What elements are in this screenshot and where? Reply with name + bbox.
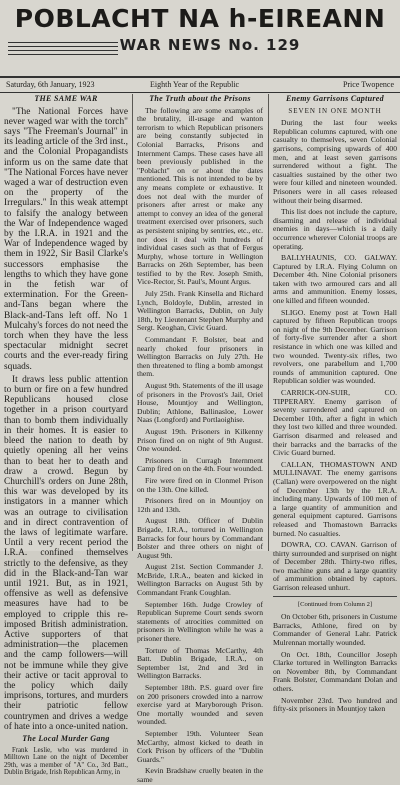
article-subheading: SEVEN IN ONE MONTH	[288, 106, 382, 115]
issue-date: Saturday, 6th January, 1923	[6, 80, 95, 89]
article-paragraph: Fire were fired on in Clonmel Prison on the 13th. One killed.	[137, 475, 263, 494]
article-paragraph: Commandant F. Bolster, beat and nearly choked four prisoners in Wellington Barracks on July 27th. He then threatened to fling a bomb amongst them.	[137, 335, 263, 379]
dateline-bar	[0, 76, 400, 93]
article-heading: The Truth about the Prisons	[149, 94, 251, 103]
article-paragraph: November 23rd. Two hundred and fifty-six prisoners in Mountjoy taken	[273, 695, 397, 714]
article-paragraph: CARRICK-ON-SUIR, CO. TIPPERARY. Enemy garrison of seventy surrendered and captured on December 10th, after a fight in which they lost two killed and three wounded. Garrison disarmed and released and their barracks and the barracks of the Civic Guard burned.	[273, 388, 397, 458]
article-paragraph: It draws less public attention to burn or fire on a few hundred Republicans housed close together in a prison courtyard than to bomb them individually in their homes. It is easier to bleed the nation to death by quietly opening all her veins than to beat her to death and draw a crowd. Begun by Churchill's orders on June 28th, this war was developed by its instigators in a manner which was an outrage to civilisation and in direct contravention of the laws of legitimate warfare. Until a very recent period the I.R.A. confined themselves strictly to the defensive, as they did in the Black-and-Tan war until 1921. But, as in 1921, offensive as well as defensive measures have had to be employed to cripple this re-imposed British administration. Active supporters of that administration—the placemen and the camp followers—will not be immune while they give their active or tacit approval to the policy which daily imprisons, tortures, and murders their patriotic fellow countrymen and drives a wedge of hate into a once-united nation.	[4, 374, 128, 732]
article-heading: Enemy Garrisons Captured	[286, 94, 384, 103]
section-divider	[273, 596, 397, 597]
article-paragraph: BALLYHAUNIS, CO. GALWAY. Captured by I.R.A. Flying Column on December 4th. Nine Colonial prisoners taken with two armoured cars and all arms and ammunition. Enemy losses, one killed and fifteen wounded.	[273, 253, 397, 306]
article-paragraph: CALLAN, THOMASTOWN AND MULLINAVAT. The enemy garrisons (Callan) were overpowered on the night of December 13th by the I.R.A. including many. Upwards of 100 men of a large quantity of ammunition and general equipment captured. Garrisons released and Thomastown Barracks burned. No casualties.	[273, 459, 397, 538]
column-1	[4, 94, 128, 777]
newspaper-title: POBLACHT NA h-EIREANN	[14, 4, 386, 33]
article-paragraph: DOWRA, CO. CAVAN. Garrison of thirty surrounded and surprised on night of December 28th. Thirty-two rifles, two machine guns and a large quantity of ammunition obtained by captors. Garrison released unhurt.	[273, 540, 397, 593]
column-3	[273, 94, 397, 714]
article-paragraph: "The National Forces have never waged war with the torch" says "The Freeman's Journal" in its leading article of the 3rd inst., and the Colonial Propagandists inform us on the same date that "The National Forces have never waged a war of destruction even on the property of the Irregulars." In this weak attempt to falsify the analogy between the War of Independence waged by the I.R.A. in 1921 and the War of Independence waged by them in 1922, Sir Basil Clarke's successors emphasise the lengths to which they have gone in the fetish war of extermination. For the Green-and-Tans began where the Black-and-Tans left off. No 1 Mulcahy's forces do not need the torch when they have the less spectacular midnight secret courts and the ever-ready firing squads.	[4, 106, 128, 372]
continued-note: [Continued from Column 2]	[297, 600, 373, 608]
issue-price: Price Twopence	[342, 80, 394, 89]
issue-number: WAR NEWS No. 129	[119, 36, 301, 54]
article-paragraph: August 9th. Statements of the ill usage of prisoners in the Provost's Jail, Oriel House, Mountjoy and Wellington, Dublin; Athlone, Ballinasloe, Lower Naas (Longford) and Portlaoighise.	[137, 381, 263, 425]
republic-year: Eighth Year of the Republic	[150, 80, 240, 89]
article-paragraph: August 19th. Prisoners in Kilkenny Prison fired on on night of 9th August. One wounded.	[137, 426, 263, 454]
article-heading: The Local Murder Gang	[22, 733, 110, 743]
column-divider	[268, 94, 269, 551]
article-paragraph: Frank Leslie, who was murdered in Milltown Lane on the night of December 29th, was a member of "A" Co., 3rd Batt., Dublin Brigade, Irish Republican Army, in	[4, 746, 128, 777]
column-2	[137, 94, 263, 784]
article-paragraph: SLIGO. Enemy post at Town Hall captured by fifteen Republican troops on night of the 9th December. Garrison of forty-five surrender after a short resistance in which one was killed and two wounded. Twenty-six rifles, two revolvers, one parabellum and 1,700 rounds of ammunition captured. One Republican soldier was wounded.	[273, 307, 397, 386]
article-paragraph: Prisoners in Curragh Internment Camp fired on on the 4th. Four wounded.	[137, 455, 263, 474]
masthead	[0, 0, 400, 66]
article-paragraph: Prisoners fired on in Mountjoy on 12th and 13th.	[137, 496, 263, 514]
article-paragraph: August 21st. Section Commander J. McBride, I.R.A., beaten and kicked in Wellington Barracks on August 5th by Commandant Frank Coughlan.	[137, 562, 263, 598]
article-paragraph: September 16th. Judge Crowley of Republican Supreme Court sends sworn statements of atrocities committed on prisoners in Wellington while he was a prisoner there.	[137, 599, 263, 644]
column-divider	[132, 94, 133, 551]
article-paragraph: September 18th. P.S. guard over fire on 200 prisoners crowded into a narrow exercise yard at Maryborough Prison. One mortally wounded and seven wounded.	[137, 683, 263, 727]
article-paragraph: During the last four weeks Republican columns captured, with one casualty to themselves, seven Colonial garrisons, comprising upwards of 400 men, and at least seven garrisons surrendered without a fight. The casualties sustained by the other two were four killed and nineteen wounded. Prisoners were in all cases released without their being disarmed.	[273, 118, 397, 205]
article-paragraph: On Oct. 18th, Councillor Joseph Clarke tortured in Wellington Barracks on November 8th, by Commandant Frank Bolster, Commandant Dolan and others.	[273, 649, 397, 693]
article-paragraph: July 25th. Frank Kinsella and Richard Lynch, Boldoyle, Dublin, arrested in Wellington Barracks, Dublin, on July 18th, by Lieutenant Stephen Murphy and Sergt. Keoghan, Civic Guard.	[137, 289, 263, 333]
article-heading: THE SAME WAR	[34, 94, 98, 103]
article-paragraph: This list does not include the capture, disarming and release of individual enemies in days—which is a daily occurrence wherever Colonial troops are operating.	[273, 207, 397, 251]
article-paragraph: August 18th. Officer of Dublin Brigade, I.R.A., tortured in Wellington Barracks for four hours by Commandant Bolster and three others on night of August 9th.	[137, 516, 263, 560]
article-paragraph: Torture of Thomas McCarthy, 4th Batt. Dublin Brigade, I.R.A., on September 1st, 2nd and 3rd in Wellington Barracks.	[137, 645, 263, 681]
article-paragraph: The following are some examples of the brutality, ill-usage and wanton terrorism to which Republican prisoners are being constantly subjected in Colonial Barracks, Prisons and Internment Camps. These cases have all been previously published in the "Poblacht" on or about the dates mentioned. This is not intended to be by any means complete or exhaustive. It does not deal with the murder of prisoners after arrest or make any attempt to convey an idea of the general treatment exercised over prisoners, such as persistent sniping by sentries, etc., etc. nor does it deal with hundreds of individual cases such as that of Fergus Murphy, whose torture in Wellington Barracks on 26th September, has been testified to by the Rev. Joseph Smith, Vice-Rector, St. Paul's, Mount Argus.	[137, 105, 263, 287]
article-paragraph: Kevin Bradshaw cruelly beaten in the same	[137, 766, 263, 784]
article-paragraph: On October 6th, prisoners in Custume Barracks, Athlone, fired on by Commander of General Lahr. Patrick Mulrennan mortally wounded.	[273, 612, 397, 648]
article-paragraph: September 19th. Volunteer Sean McCarthy, almost kicked to death in Cork Prison by officers of the "Dublin Guards."	[137, 728, 263, 764]
